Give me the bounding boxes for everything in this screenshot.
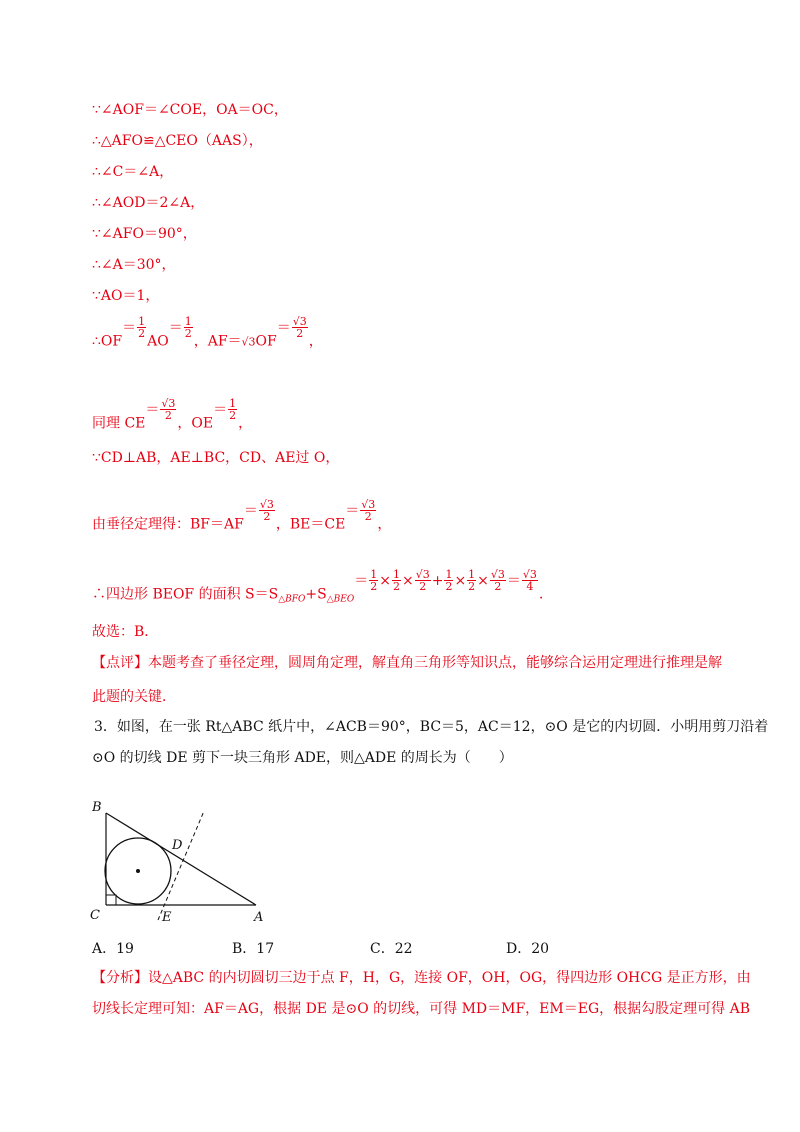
eq-root3-half <box>145 397 177 422</box>
solution-line-3: ∴∠C＝∠A， <box>92 164 174 180</box>
eq-half-2 <box>168 315 194 340</box>
fraction-root3-half <box>360 499 376 522</box>
text-be-ce: ，BE＝CE <box>275 516 346 533</box>
solution-line-7: ∵AO＝1， <box>92 288 160 304</box>
fraction-den: 2 <box>138 327 146 340</box>
times-sign: × <box>454 572 467 589</box>
fraction-root3-half <box>259 499 275 522</box>
fraction-den: 2 <box>419 580 427 593</box>
eq-sign: ＝ <box>213 401 228 418</box>
fraction-num: √3 <box>259 498 274 511</box>
solution-line-5: ∵∠AFO＝90°， <box>92 226 197 242</box>
times-sign: × <box>379 572 391 589</box>
comma: ， <box>238 415 253 432</box>
solution-line-1: ∵∠AOF＝∠COE，OA＝OC， <box>92 102 288 118</box>
fraction-root3-half <box>160 398 176 421</box>
side-ab <box>106 813 256 905</box>
label-d: D <box>172 838 183 853</box>
comment-line-1: 【点评】本题考查了垂径定理，圆周角定理，解直角三角形等知识点，能够综合运用定理进行推理是解 <box>92 655 722 671</box>
fraction-den: 2 <box>229 409 237 422</box>
label-b: B <box>92 800 102 815</box>
comma: ， <box>377 516 392 533</box>
question-line-1: 3．如图，在一张 Rt△ABC 纸片中，∠ACB＝90°，BC＝5，AC＝12，⊙O 是它的内切圆．小明用剪刀沿着 <box>94 719 769 735</box>
eq-root3-half <box>243 498 276 523</box>
text-plus-s: +S <box>305 586 327 603</box>
fraction-num: 1 <box>392 568 400 581</box>
solution-line-9 <box>92 397 253 435</box>
fraction-num: √3 <box>415 568 430 581</box>
times-sign: × <box>401 572 414 589</box>
fraction-half <box>228 398 237 421</box>
fraction-root3-quarter <box>522 569 538 592</box>
analysis-line-2: 切线长定理可知：AF＝AG，根据 DE 是⊙O 的切线，可得 MD＝MF，EM＝EG，根据勾股定理可得 AB <box>92 1001 750 1017</box>
analysis-line-1: 【分析】设△ABC 的内切圆切三边于点 F，H，G，连接 OF，OH，OG，得四边形 OHCG 是正方形，由 <box>92 970 751 986</box>
fraction-den: 2 <box>468 580 476 593</box>
eq-sign: ＝ <box>145 401 160 418</box>
fraction-half <box>444 569 453 592</box>
text-bf-af: 由垂径定理得：BF＝AF <box>92 516 244 533</box>
fraction-num: 1 <box>468 568 476 581</box>
fraction-den: 2 <box>364 510 372 523</box>
answer-line: 故选：B． <box>92 624 159 640</box>
fraction-num: √3 <box>292 315 307 328</box>
subscript-bfo: △BFO <box>278 594 306 605</box>
eq-sign: ＝ <box>168 319 183 336</box>
fraction-num: √3 <box>522 568 537 581</box>
fraction-num: 1 <box>445 568 453 581</box>
fraction-half <box>137 316 146 339</box>
solution-line-8 <box>92 315 323 353</box>
fraction-den: 2 <box>184 327 192 340</box>
text-ce: 同理 CE <box>92 415 146 432</box>
solution-line-12 <box>92 568 553 610</box>
text-ao: AO <box>147 333 169 350</box>
option-d[interactable]: D．20 <box>506 941 550 957</box>
fraction-num: 1 <box>370 568 378 581</box>
fraction-half <box>467 569 476 592</box>
fraction-num: √3 <box>161 397 176 410</box>
option-c[interactable]: C．22 <box>370 941 413 957</box>
option-a[interactable]: A．19 <box>92 941 134 957</box>
comment-line-2: 此题的关键． <box>92 689 176 705</box>
question-line-2: ⊙O 的切线 DE 剪下一块三角形 ADE，则△ADE 的周长为（ ） <box>92 750 513 766</box>
fraction-den: 2 <box>296 327 304 340</box>
label-e: E <box>162 910 172 925</box>
fraction-den: 2 <box>164 409 172 422</box>
period: ． <box>538 586 553 603</box>
fraction-half <box>369 569 378 592</box>
fraction-den: 2 <box>445 580 453 593</box>
eq-half <box>213 397 238 422</box>
eq-sign: ＝ <box>506 572 521 589</box>
eq-sign: ＝ <box>276 319 291 336</box>
text-oe: ，OE <box>177 415 214 432</box>
solution-line-10: ∵CD⊥AB，AE⊥BC，CD、AE过 O， <box>92 450 340 466</box>
fraction-root3-half <box>490 569 506 592</box>
fraction-root3-half <box>415 569 431 592</box>
solution-line-11 <box>92 498 392 536</box>
fraction-num: √3 <box>490 568 505 581</box>
solution-line-2: ∴△AFO≌△CEO（AAS）， <box>92 133 263 149</box>
text-area: ∴四边形 BEOF 的面积 S＝S <box>92 586 279 603</box>
fraction-den: 2 <box>494 580 502 593</box>
center-o <box>136 869 140 873</box>
comma: ， <box>308 333 323 350</box>
text-af: ，AF＝ <box>193 333 242 350</box>
fraction-den: 2 <box>263 510 271 523</box>
solution-line-6: ∴∠A＝30°， <box>92 257 176 273</box>
right-angle-mark <box>106 895 116 905</box>
eq-sign: ＝ <box>345 502 360 519</box>
plus-sign: + <box>431 572 444 589</box>
eq-half-1 <box>122 315 147 340</box>
text-of: ∴OF <box>92 333 123 350</box>
eq-root3-half <box>345 498 377 523</box>
eq-sign: ＝ <box>243 502 258 519</box>
fraction-den: 4 <box>526 580 534 593</box>
label-a: A <box>254 910 264 925</box>
fraction-num: 1 <box>138 315 146 328</box>
fraction-num: √3 <box>361 498 376 511</box>
fraction-half <box>184 316 193 339</box>
fraction-num: 1 <box>184 315 192 328</box>
triangle-figure <box>86 795 286 935</box>
times-sign: × <box>477 572 489 589</box>
subscript-beo: △BEO <box>326 594 355 605</box>
eq-root3-half <box>276 315 309 340</box>
option-b[interactable]: B．17 <box>232 941 275 957</box>
fraction-num: 1 <box>229 397 237 410</box>
fraction-root3-half <box>292 316 308 339</box>
sqrt3: √3 <box>241 335 256 349</box>
area-expression <box>354 568 539 593</box>
label-c: C <box>90 908 100 923</box>
eq-sign: ＝ <box>354 572 369 589</box>
tangent-de <box>158 811 204 920</box>
fraction-den: 2 <box>370 580 378 593</box>
text-of-2: OF <box>255 333 277 350</box>
fraction-den: 2 <box>392 580 400 593</box>
eq-sign: ＝ <box>122 319 137 336</box>
fraction-half <box>392 569 401 592</box>
solution-line-4: ∴∠AOD＝2∠A， <box>92 195 205 211</box>
